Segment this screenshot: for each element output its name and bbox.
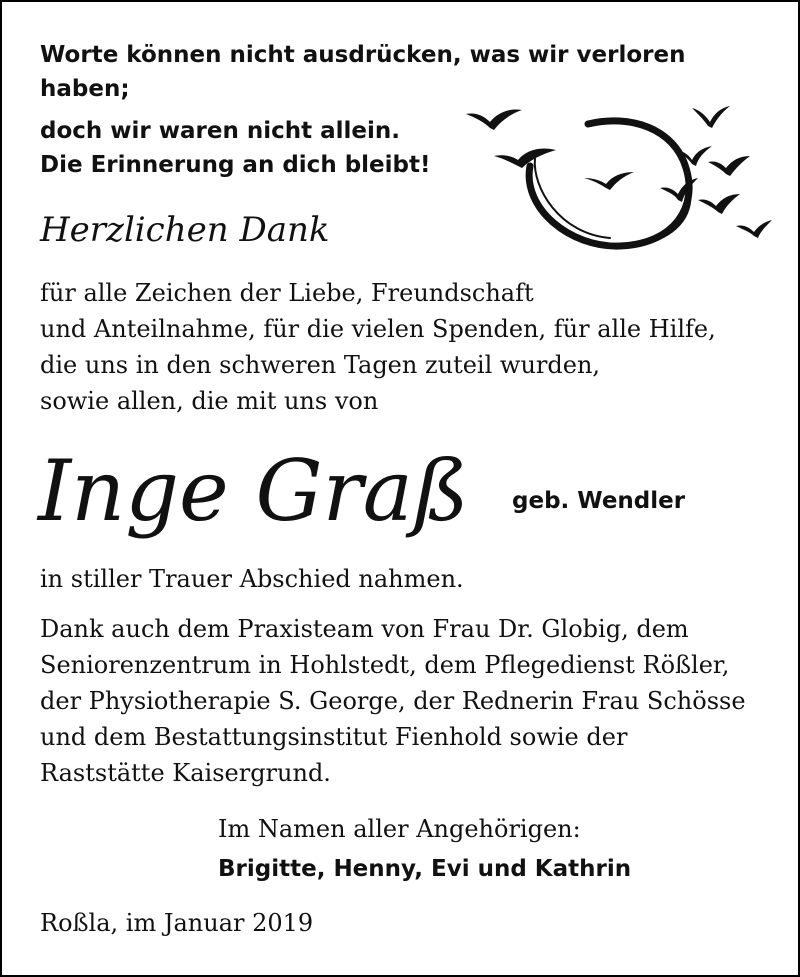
verse-line-1: Worte können nicht ausdrücken, was wir verloren: [40, 42, 686, 68]
place-date: Roßla, im Januar 2019: [40, 909, 314, 937]
signature-names: Brigitte, Henny, Evi und Kathrin: [218, 856, 632, 882]
thanks-text-line-2: und Anteilnahme, für die vielen Spenden, für alle Hilfe,: [40, 315, 716, 343]
extra-thanks-line-3: der Physiotherapie S. George, der Rednerin Frau Schösse: [40, 687, 746, 715]
extra-thanks-line-5: Raststätte Kaisergrund.: [40, 759, 331, 787]
verse-line-2: haben;: [40, 76, 130, 102]
thanks-text-line-3: die uns in den schweren Tagen zuteil wurden,: [40, 351, 601, 379]
thanks-text-line-4: sowie allen, die mit uns von: [40, 387, 379, 415]
extra-thanks-line-2: Seniorenzentrum in Hohlstedt, dem Pflegedienst Rößler,: [40, 651, 730, 679]
extra-thanks-line-1: Dank auch dem Praxisteam von Frau Dr. Globig, dem: [40, 615, 689, 643]
extra-thanks-line-4: und dem Bestattungsinstitut Fienhold sowie der: [40, 723, 628, 751]
thanks-text-line-1: für alle Zeichen der Liebe, Freundschaft: [40, 279, 534, 307]
signature-intro: Im Namen aller Angehörigen:: [218, 815, 581, 843]
verse-line-3: doch wir waren nicht allein.: [40, 118, 401, 144]
birth-name: geb. Wendler: [512, 488, 686, 514]
verse-line-4: Die Erinnerung an dich bleibt!: [40, 152, 431, 178]
deceased-name: Inge Graß: [38, 442, 469, 540]
farewell-line: in stiller Trauer Abschied nahmen.: [40, 565, 464, 593]
thanks-heading: Herzlichen Dank: [40, 210, 330, 250]
moon-with-birds-icon: [460, 98, 778, 258]
